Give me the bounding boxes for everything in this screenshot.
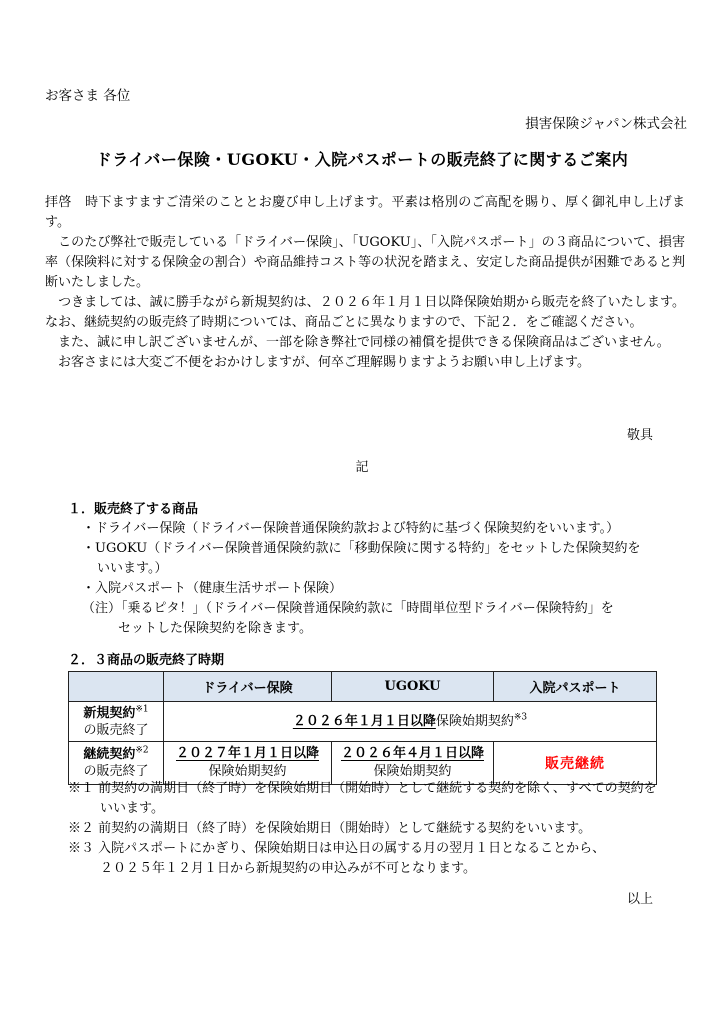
row-label-new-contract [69,702,164,742]
footnote-1-line1: ※１ 前契約の満期日（終了時）を保険始期日（開始時）として継続する契約を除く、すべての契約を [68,781,657,796]
paragraph-new-contract-end: つきましては、誠に勝手ながら新規契約は、２０２６年１月１日以降保険始期から販売を終了いたします。なお、継続契約の販売終了時期については、商品ごとに異なりますので、下記２．をご確認ください。 [45,295,685,330]
new-contract-end-date-rest: 保険始期契約 [435,713,514,729]
new-contract-end-date-cell [164,702,657,742]
closing-keigu: 敬具 [626,428,653,443]
footnote-3-line2: ２０２５年１２月１日から新規契約の申込みが不可となります。 [100,861,476,876]
greeting-body [45,193,685,373]
footnote-2: ※２ 前契約の満期日（終了時）を保険始期日（開始時）として継続する契約をいいます。 [68,821,592,836]
list-line-nyuin: ・入院パスポート（健康生活サポート保険） [82,581,343,596]
table-header-driver: ドライバー保険 [164,672,332,702]
renewal-ugoku-date: ２０２６年４月１日以降 [340,746,484,761]
list-line-note: （注）「乗るピタ！」（ドライバー保険普通保険約款に「時間単位型ドライバー保険特約」を [82,601,614,616]
footnotes-block [68,779,688,879]
renewal-driver-line2: 保険始期契約 [208,764,287,779]
renewal-ugoku-line2: 保険始期契約 [373,764,452,779]
footnote-ref-3: ※3 [513,712,528,723]
paragraph-request: お客さまには大変ご不便をおかけしますが、何卒ご理解賜りますようお願い申し上げます。 [45,355,590,370]
new-contract-end-date: ２０２６年１月１日以降 [292,713,436,729]
table-header-ugoku: UGOKU [332,672,494,702]
paragraph-background: このたび弊社で販売している「ドライバー保険」、「UGOKU」、「入院パスポート」の３商品について、損害率（保険料に対する保険金の割合）や商品維持コスト等の状況を踏まえ、安定した商品提供が困難であると判断いたしました。 [45,235,685,290]
recipient-line: お客さま 各位 [45,88,131,104]
paragraph-greeting: 拝啓 時下ますますご清栄のこととお慶び申し上げます。平素は格別のご高配を賜り、厚く御礼申し上げます。 [45,195,685,230]
company-name: 損害保険ジャパン株式会社 [525,116,687,132]
new-contract-sublabel: の販売終了 [83,722,149,738]
list-line-note-wrap: セットした保険契約を除きます。 [118,621,312,636]
renewal-driver-date: ２０２７年１月１日以降 [175,746,319,761]
table-corner-cell [69,672,164,702]
table-header-row [69,672,657,702]
document-title: ドライバー保険・UGOKU・入院パスポートの販売終了に関するご案内 [95,150,629,169]
end-mark: 以上 [626,892,653,907]
section2-heading: ２．３商品の販売終了時期 [68,653,225,668]
products-end-schedule-table [68,671,657,785]
footnote-3-line1: ※３ 入院パスポートにかぎり、保険始期日は申込日の属する月の翌月１日となることから、 [68,841,606,856]
list-line-ugoku: ・UGOKU（ドライバー保険普通保険約款に「移動保険に関する特約」をセットした保険契約を [82,541,641,556]
record-mark: 記 [355,460,369,475]
paragraph-apology: また、誠に申し訳ございませんが、一部を除き弊社で同様の補償を提供できる保険商品はございません。 [45,335,670,350]
section1-heading: １．販売終了する商品 [68,502,199,517]
list-line-driver: ・ドライバー保険（ドライバー保険普通保険約款および特約に基づく保険契約をいいます。） [82,521,620,536]
renewal-contract-label: 継続契約 [83,747,136,762]
new-contract-label: 新規契約 [83,705,136,721]
table-header-nyuin: 入院パスポート [494,672,657,702]
sales-continue-cell: 販売継続 [494,742,657,785]
footnote-1-line2: いいます。 [100,801,164,816]
table-row-new-contract [69,702,657,742]
footnote-ref-1: ※1 [135,704,149,715]
list-line-ugoku-wrap: いいます。） [97,561,168,576]
footnote-ref-2: ※2 [135,745,149,756]
renewal-contract-sublabel: の販売終了 [83,764,149,779]
section1-list [45,519,690,639]
